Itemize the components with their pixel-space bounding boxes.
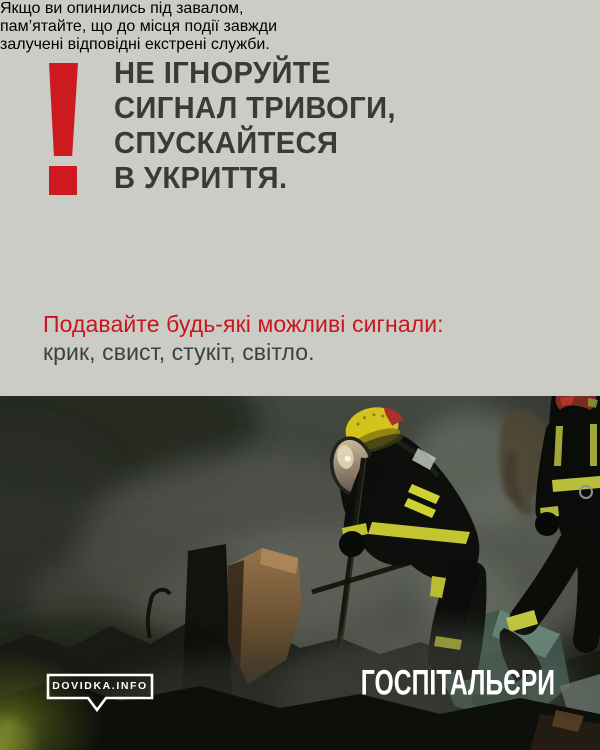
exclamation-dot	[49, 166, 77, 195]
body-line: залучені відповідні екстрені служби.	[0, 36, 270, 53]
firefighters-photo	[0, 396, 600, 750]
signals-paragraph	[43, 311, 444, 366]
signals-highlight: Подавайте будь-які можливі сигнали:	[43, 311, 444, 337]
dovidka-badge-label: DOVIDKA.INFO	[52, 680, 148, 692]
body-line: Якщо ви опинились під завалом,	[0, 0, 244, 17]
signals-details: крик, свист, стукіт, світло.	[43, 338, 315, 365]
heading-line: СИГНАЛ ТРИВОГИ,	[114, 90, 396, 125]
exclamation-icon	[49, 63, 78, 195]
alert-heading	[114, 55, 396, 195]
heading-line: В УКРИТТЯ.	[114, 160, 288, 195]
heading-line: НЕ ІГНОРУЙТЕ	[114, 55, 331, 90]
body-line: пам’ятайте, що до місця події завжди	[0, 18, 278, 35]
hospitallers-logo: ГОСПІТАЛЬЄРИ	[360, 662, 555, 702]
dovidka-badge	[46, 673, 156, 715]
heading-line: СПУСКАЙТЕСЯ	[114, 125, 339, 160]
exclamation-stem	[49, 63, 78, 156]
